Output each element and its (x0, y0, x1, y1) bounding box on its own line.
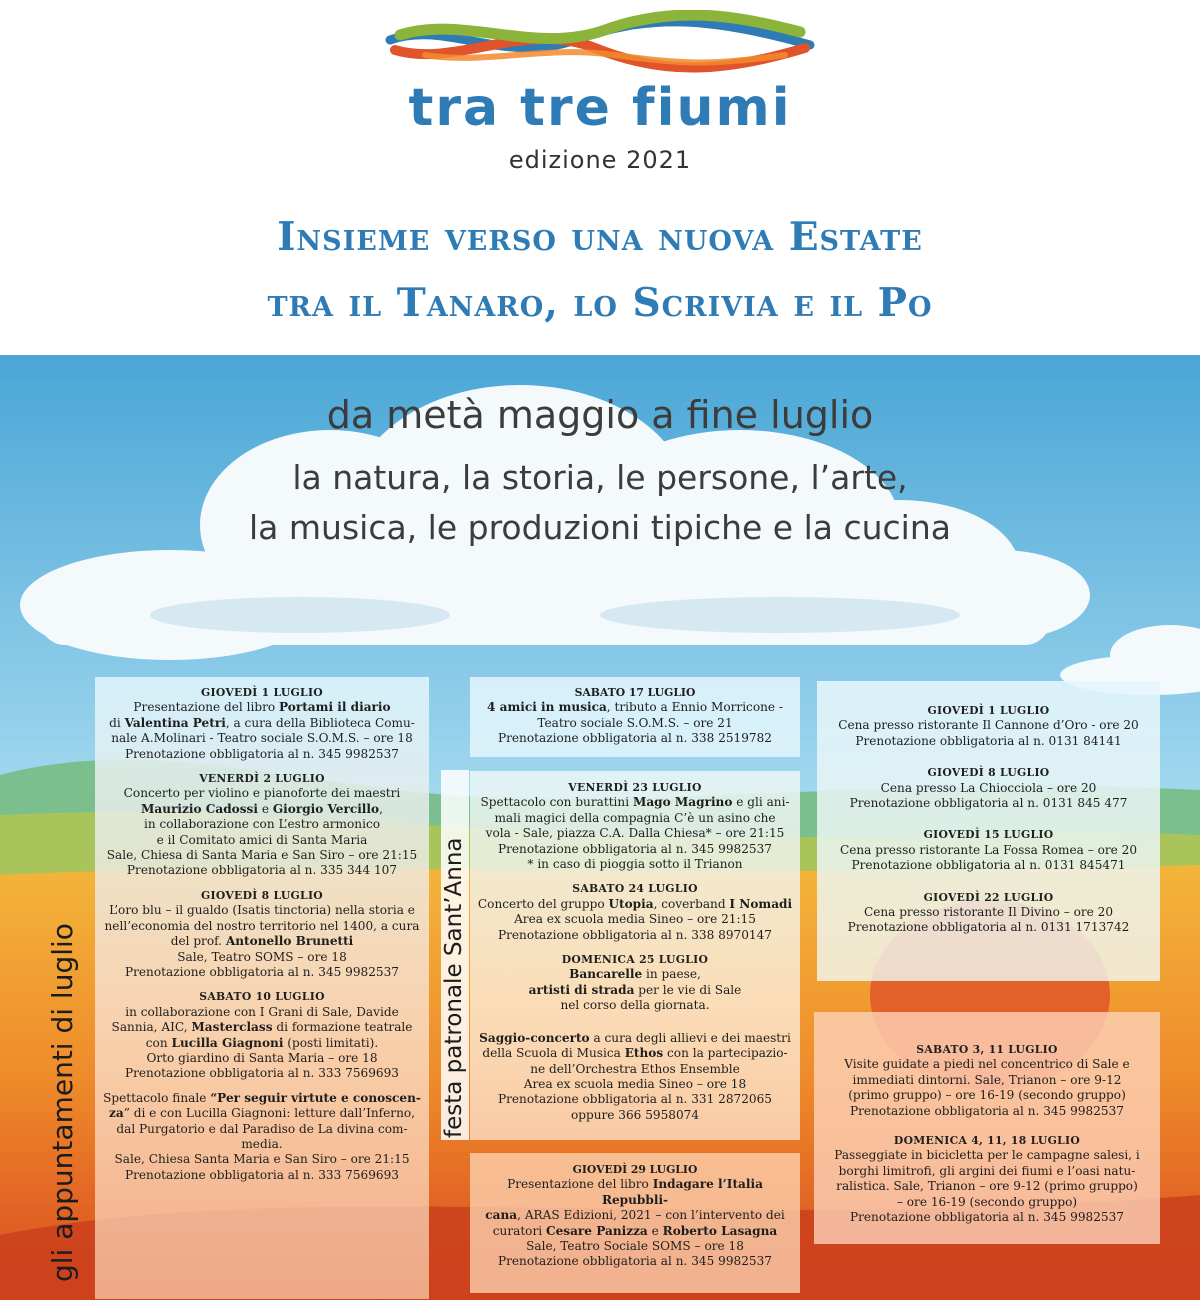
event-date: GIOVEDÌ 1 LUGLIO (927, 704, 1050, 717)
themes-subtitle-line-2: la musica, le produzioni tipiche e la cucina (249, 508, 951, 547)
booking-info: Prenotazione obbligatoria al n. 0131 845471 (851, 858, 1126, 873)
speaker-name: Antonello Brunetti (225, 934, 354, 949)
event-text: Spettacolo con burattini (480, 795, 633, 810)
july-17-event-panel (470, 677, 800, 757)
event-location: vola - Sale, piazza C.A. Dalla Chiesa* – ore 21:15 (485, 826, 785, 841)
booking-info: Prenotazione obbligatoria al n. 0131 845 477 (849, 796, 1128, 811)
booking-info: Prenotazione obbligatoria al n. 333 7569693 (124, 1066, 399, 1081)
event-item (476, 881, 794, 943)
event-text: e il Comitato amici di Santa Maria (156, 832, 368, 847)
event-text: e (647, 1223, 663, 1238)
event-location: Orto giardino di Santa Maria – ore 18 (146, 1050, 378, 1065)
event-text: Passeggiate in bicicletta per le campagne salesi, i (834, 1148, 1140, 1163)
event-location: Sale, Teatro SOMS – ore 18 (177, 949, 347, 964)
book-title: Indagare l’Italia Repubbli- (601, 1177, 763, 1207)
book-title: Portami il diario (279, 700, 391, 715)
event-location: Area ex scuola media Sineo – ore 21:15 (514, 912, 756, 927)
event-date: SABATO 24 LUGLIO (572, 882, 698, 896)
event-text: Presentazione del libro (133, 700, 280, 715)
three-rivers-ribbon-logo (385, 10, 815, 75)
tours-panel (814, 1012, 1160, 1244)
performer-name: Lucilla Giagnoni (171, 1035, 284, 1050)
booking-info: Prenotazione obbligatoria al n. 338 2519782 (497, 731, 772, 746)
event-highlight: artisti di strada (528, 982, 635, 997)
event-highlight: Bancarelle (569, 967, 643, 982)
show-title: za (108, 1106, 124, 1121)
event-text: , tributo a Ennio Morricone - (606, 700, 783, 715)
booking-info: Prenotazione obbligatoria al n. 345 9982537 (497, 1254, 772, 1269)
event-item (476, 1031, 794, 1123)
performer-name: Giorgio Vercillo (272, 801, 380, 816)
event-item (823, 890, 1154, 936)
event-text: di (109, 715, 125, 730)
booking-info: Prenotazione obbligatoria al n. 338 8970147 (497, 927, 772, 942)
event-item (476, 780, 794, 872)
author-name: Valentina Petri (124, 715, 226, 730)
event-text: , a cura della Biblioteca Comu- (225, 715, 415, 730)
rain-note: * in caso di pioggia sotto il Trianon (527, 857, 743, 872)
event-text: immediati dintorni. Sale, Trianon – ore 9-12 (852, 1072, 1122, 1087)
themes-subtitle-line-1: la natura, la storia, le persone, l’arte, (292, 458, 908, 497)
event-location: Sale, Chiesa Santa Maria e San Siro – ore 21:15 (114, 1152, 410, 1167)
event-text: Sannia, AIC, (111, 1020, 192, 1035)
event-item (101, 771, 423, 879)
event-text: nale A.Molinari - Teatro sociale S.O.M.S. – ore 18 (111, 731, 413, 746)
july-appointments-panel (95, 677, 429, 1299)
event-text: nel corso della giornata. (560, 998, 710, 1013)
festival-vertical-label: festa patronale Sant’Anna (441, 837, 467, 1138)
booking-info: Prenotazione obbligatoria al n. 345 9982537 (124, 964, 399, 979)
event-text: ne dell’Orchestra Ethos Ensemble (530, 1061, 740, 1076)
event-location: Area ex scuola media Sineo – ore 18 (523, 1076, 747, 1091)
event-text: Presentazione del libro (507, 1177, 653, 1192)
event-text: Cena presso ristorante Il Divino – ore 20 (863, 905, 1114, 920)
performer-name: Maurizio Cadossi (141, 801, 258, 816)
event-text: Concerto del gruppo (477, 896, 609, 911)
event-text: curatori (492, 1223, 546, 1238)
event-item (823, 765, 1154, 811)
event-text: Spettacolo finale (103, 1090, 211, 1105)
event-text: nell’economia del nostro territorio nel 1400, a cura (104, 918, 420, 933)
show-title: “Per seguir virtute e conoscen- (210, 1090, 421, 1105)
event-item (823, 703, 1154, 749)
booking-info: oppure 366 5958074 (570, 1107, 700, 1122)
booking-info: Prenotazione obbligatoria al n. 345 9982537 (124, 746, 399, 761)
event-date: SABATO 17 LUGLIO (574, 686, 696, 699)
event-text: e (257, 801, 273, 816)
event-location: Teatro sociale S.O.M.S. – ore 21 (537, 715, 733, 730)
event-text: con la partecipazio- (663, 1046, 788, 1061)
event-date: GIOVEDÌ 22 LUGLIO (923, 890, 1054, 904)
event-text: media. (241, 1136, 283, 1151)
event-text: ” di e con Lucilla Giagnoni: letture dall’Inferno, (123, 1106, 415, 1121)
booking-info: Prenotazione obbligatoria al n. 0131 1713742 (847, 920, 1130, 935)
event-item (101, 989, 423, 1081)
performer-name: Mago Magrino (632, 795, 733, 810)
event-item (820, 1133, 1154, 1225)
curator-name: Roberto Lasagna (662, 1223, 778, 1238)
event-text: di formazione teatrale (272, 1020, 413, 1035)
dinners-panel (817, 681, 1160, 981)
appointments-vertical-label: gli appuntamenti di luglio (46, 923, 79, 1282)
event-text: mali magici della compagnia C’è un asino che (494, 810, 776, 825)
booking-info: Prenotazione obbligatoria al n. 331 2872065 (497, 1092, 772, 1107)
event-text: Cena presso La Chiocciola – ore 20 (880, 780, 1097, 795)
event-text: (primo gruppo) – ore 16-19 (secondo gruppo) (848, 1088, 1126, 1103)
event-date: VENERDÌ 2 LUGLIO (199, 772, 325, 786)
event-text: L’oro blu – il gualdo (Isatis tinctoria) nella storia e (109, 903, 415, 918)
brand-name: tra tre fiumi (408, 78, 792, 138)
event-date: GIOVEDÌ 8 LUGLIO (200, 888, 324, 902)
event-location: Sale, Teatro Sociale SOMS – ore 18 (526, 1239, 744, 1254)
event-item (476, 952, 794, 1014)
event-item (101, 1091, 423, 1183)
event-text: , coverband (653, 896, 730, 911)
booking-info: Prenotazione obbligatoria al n. 345 9982537 (849, 1103, 1124, 1118)
event-date: DOMENICA 4, 11, 18 LUGLIO (893, 1134, 1081, 1148)
event-date: GIOVEDÌ 29 LUGLIO (572, 1163, 698, 1176)
event-text: in collaborazione con L’estro armonico (143, 817, 381, 832)
event-date: VENERDÌ 23 LUGLIO (568, 781, 702, 794)
event-text: a cura degli allievi e dei maestri (589, 1030, 791, 1045)
curator-name: Cesare Panizza (545, 1223, 648, 1238)
event-text: Cena presso ristorante La Fossa Romea – ore 20 (839, 842, 1138, 857)
event-item (101, 888, 423, 980)
period-subtitle: da metà maggio a fine luglio (326, 393, 874, 437)
event-text: , (379, 801, 383, 816)
july-29-event-panel (470, 1153, 800, 1293)
event-text: borghi limitrofi, gli argini dei fiumi e l’oasi natu- (838, 1163, 1136, 1178)
band-name: I Nomadi (729, 896, 793, 911)
event-text: in collaborazione con I Grani di Sale, Davide (125, 1004, 399, 1019)
event-date: SABATO 10 LUGLIO (199, 990, 325, 1004)
booking-info: Prenotazione obbligatoria al n. 335 344 107 (126, 863, 398, 878)
booking-info: Prenotazione obbligatoria al n. 345 9982537 (849, 1210, 1124, 1225)
event-text: per le vie di Sale (634, 982, 742, 997)
booking-info: Prenotazione obbligatoria al n. 345 9982537 (497, 841, 772, 856)
event-text: ralistica. Sale, Trianon – ore 9-12 (primo gruppo) (836, 1179, 1138, 1194)
event-item (101, 685, 423, 762)
event-text: con (145, 1035, 172, 1050)
festival-events-panel (470, 771, 800, 1140)
event-text: Visite guidate a piedi nel concentrico di Sale e (844, 1057, 1130, 1072)
event-date: SABATO 3, 11 LUGLIO (916, 1043, 1058, 1056)
edition-label: edizione 2021 (508, 146, 692, 174)
book-title: cana (485, 1208, 518, 1223)
header (0, 0, 1200, 355)
show-title: 4 amici in musica (486, 700, 607, 715)
school-name: Ethos (624, 1046, 664, 1061)
event-date: GIOVEDÌ 1 LUGLIO (200, 686, 324, 699)
event-date: DOMENICA 25 LUGLIO (561, 953, 709, 967)
event-text: in paese, (642, 967, 701, 982)
band-name: Utopia (608, 896, 654, 911)
event-text: e gli ani- (732, 795, 790, 810)
event-location: Sale, Chiesa di Santa Maria e San Siro – ore 21:15 (106, 848, 418, 863)
event-highlight: Saggio-concerto (479, 1030, 590, 1045)
event-text: , ARAS Edizioni, 2021 – con l’intervento dei (517, 1208, 785, 1223)
event-item (823, 827, 1154, 873)
event-text: della Scuola di Musica (482, 1046, 625, 1061)
event-text: Cena presso ristorante Il Cannone d’Oro - ore 20 (838, 718, 1139, 733)
event-text: (posti limitati). (283, 1035, 379, 1050)
headline-line-1: Insieme verso una nuova Estate (277, 214, 923, 260)
event-item (820, 1042, 1154, 1119)
booking-info: Prenotazione obbligatoria al n. 0131 84141 (855, 733, 1122, 748)
event-text: – ore 16-19 (secondo gruppo) (896, 1194, 1078, 1209)
event-text: del prof. (170, 934, 226, 949)
event-date: GIOVEDÌ 15 LUGLIO (923, 828, 1054, 842)
event-date: GIOVEDÌ 8 LUGLIO (927, 766, 1050, 780)
event-text: dal Purgatorio e dal Paradiso de La divina com- (116, 1121, 408, 1136)
event-highlight: Masterclass (191, 1020, 273, 1035)
booking-info: Prenotazione obbligatoria al n. 333 7569693 (124, 1167, 399, 1182)
headline-line-2: tra il Tanaro, lo Scrivia e il Po (267, 280, 933, 326)
event-text: Concerto per violino e pianoforte dei maestri (123, 786, 401, 801)
